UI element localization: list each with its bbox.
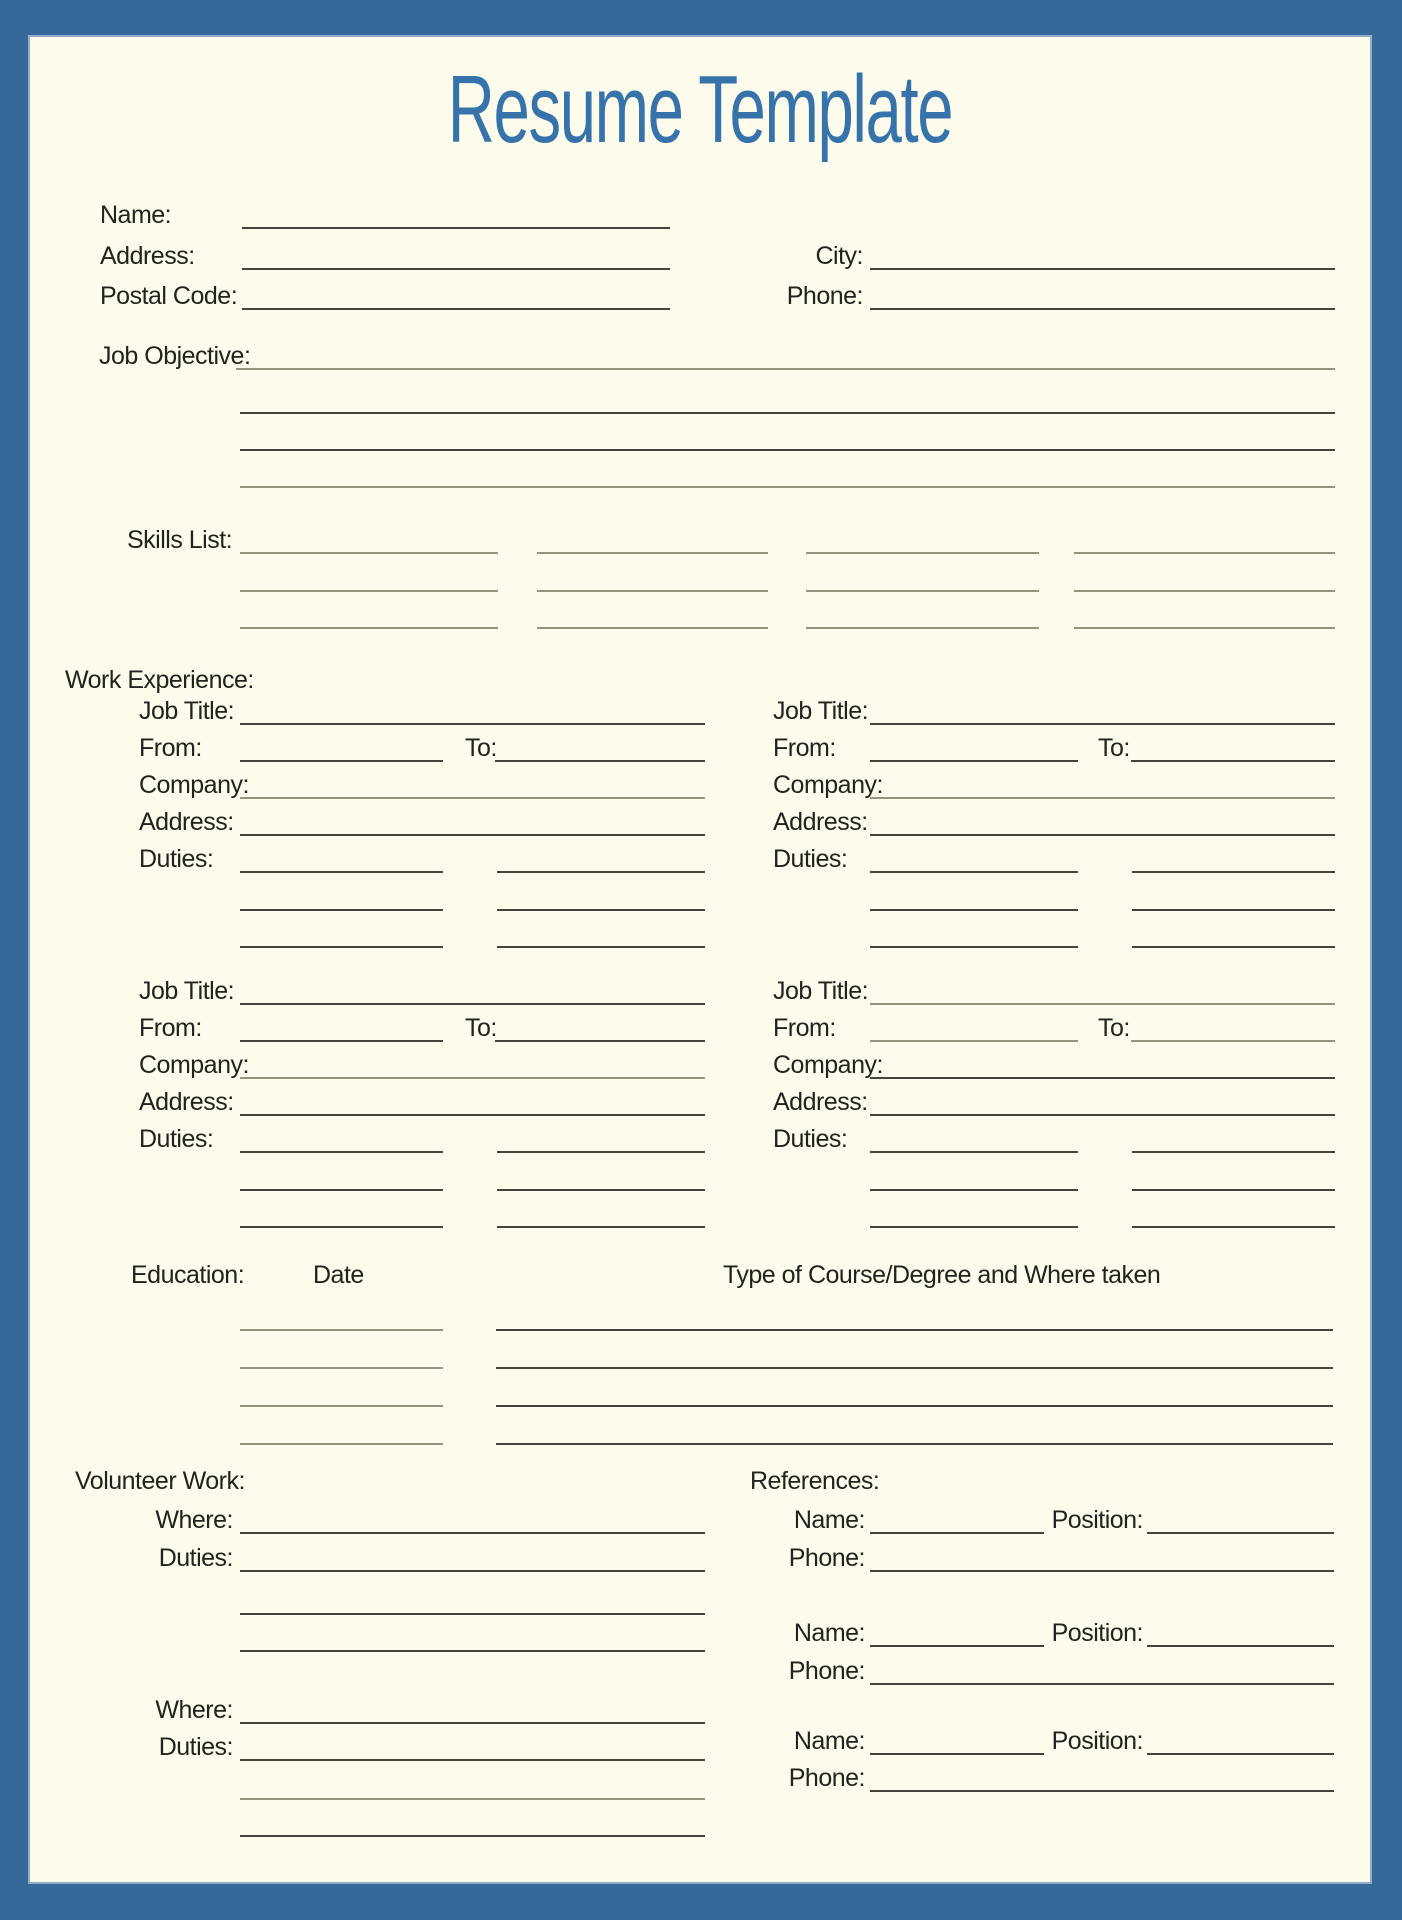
to-label: To: (465, 734, 497, 762)
skills-blank-line (806, 627, 1039, 629)
skills-blank-line (537, 552, 768, 554)
company-label: Company: (773, 771, 883, 799)
postal-code-blank-line (242, 308, 670, 310)
skills-blank-line (240, 590, 498, 592)
volunteer-duties-blank-line (240, 1613, 705, 1615)
address-label: Address: (773, 1088, 868, 1116)
job-objective-label: Job Objective: (99, 342, 251, 370)
duties-blank-line (870, 909, 1078, 911)
address-blank-line (870, 834, 1335, 836)
address-label: Address: (773, 808, 868, 836)
page-background (30, 37, 1370, 1882)
reference-phone-blank-line (870, 1570, 1334, 1572)
to-blank-line (1131, 1040, 1335, 1042)
duties-blank-line (1132, 1226, 1335, 1228)
volunteer-work-heading: Volunteer Work: (75, 1467, 245, 1495)
duties-blank-line (497, 871, 705, 873)
duties-blank-line (240, 1151, 443, 1153)
education-date-blank-line (240, 1405, 443, 1407)
skills-blank-line (537, 627, 768, 629)
duties-blank-line (870, 871, 1078, 873)
education-date-blank-line (240, 1443, 443, 1445)
duties-blank-line (497, 1189, 705, 1191)
education-date-blank-line (240, 1329, 443, 1331)
education-date-blank-line (240, 1367, 443, 1369)
job-title-label: Job Title: (773, 977, 869, 1005)
skills-blank-line (1074, 627, 1335, 629)
volunteer-where-blank-line (240, 1532, 705, 1534)
job-objective-blank-line (236, 368, 1335, 370)
to-label: To: (1098, 1014, 1130, 1042)
reference-phone-blank-line (870, 1790, 1334, 1792)
duties-blank-line (1132, 909, 1335, 911)
from-label: From: (139, 734, 202, 762)
address-blank-line (240, 1114, 705, 1116)
education-course-blank-line (496, 1329, 1333, 1331)
job-title-label: Job Title: (139, 697, 235, 725)
education-course-header: Type of Course/Degree and Where taken (723, 1261, 1161, 1289)
job-title-label: Job Title: (773, 697, 869, 725)
from-blank-line (870, 1040, 1078, 1042)
job-title-blank-line (870, 723, 1335, 725)
duties-blank-line (240, 1226, 443, 1228)
duties-blank-line (1132, 946, 1335, 948)
phone-blank-line (870, 308, 1335, 310)
address-label: Address: (139, 1088, 234, 1116)
reference-phone-blank-line (870, 1683, 1334, 1685)
postal-code-label: Postal Code: (100, 282, 238, 310)
volunteer-where-blank-line (240, 1722, 705, 1724)
volunteer-duties-blank-line (240, 1650, 705, 1652)
duties-blank-line (240, 1189, 443, 1191)
volunteer-duties-blank-line (240, 1759, 705, 1761)
reference-name-label: Name: (793, 1506, 865, 1534)
duties-blank-line (497, 1226, 705, 1228)
skills-blank-line (1074, 552, 1335, 554)
skills-blank-line (240, 552, 498, 554)
address-label: Address: (139, 808, 234, 836)
duties-label: Duties: (139, 1125, 214, 1153)
reference-phone-label: Phone: (788, 1544, 865, 1572)
reference-position-label: Position: (1051, 1619, 1143, 1647)
reference-name-blank-line (870, 1645, 1044, 1647)
reference-phone-label: Phone: (788, 1657, 865, 1685)
address-label: Address: (100, 242, 195, 270)
from-label: From: (139, 1014, 202, 1042)
volunteer-duties-blank-line (240, 1798, 705, 1800)
company-blank-line (240, 797, 705, 799)
references-heading: References: (750, 1467, 880, 1495)
phone-label: Phone: (786, 282, 863, 310)
duties-blank-line (240, 946, 443, 948)
from-blank-line (240, 760, 443, 762)
name-label: Name: (100, 201, 172, 229)
education-heading: Education: (131, 1261, 245, 1289)
duties-blank-line (497, 909, 705, 911)
address-blank-line (240, 834, 705, 836)
reference-position-blank-line (1147, 1753, 1334, 1755)
education-course-blank-line (496, 1443, 1333, 1445)
job-title-blank-line (240, 1003, 705, 1005)
job-objective-blank-line (240, 486, 1335, 488)
reference-position-blank-line (1147, 1645, 1334, 1647)
company-label: Company: (773, 1051, 883, 1079)
address-blank-line (870, 1114, 1335, 1116)
duties-blank-line (240, 909, 443, 911)
to-blank-line (495, 1040, 705, 1042)
education-date-header: Date (313, 1261, 364, 1289)
volunteer-duties-blank-line (240, 1570, 705, 1572)
reference-name-blank-line (870, 1753, 1044, 1755)
skills-blank-line (806, 590, 1039, 592)
duties-label: Duties: (773, 1125, 848, 1153)
company-blank-line (870, 1077, 1335, 1079)
duties-blank-line (870, 1226, 1078, 1228)
from-label: From: (773, 1014, 836, 1042)
volunteer-duties-label: Duties: (158, 1544, 233, 1572)
skills-list-label: Skills List: (127, 526, 233, 554)
duties-blank-line (497, 946, 705, 948)
duties-blank-line (1132, 1189, 1335, 1191)
skills-blank-line (1074, 590, 1335, 592)
page-title-wrap (30, 56, 1370, 163)
reference-name-blank-line (870, 1532, 1044, 1534)
skills-blank-line (806, 552, 1039, 554)
job-objective-blank-line (240, 449, 1335, 451)
page-title: Resume Template (447, 56, 953, 163)
company-label: Company: (139, 1051, 249, 1079)
reference-position-label: Position: (1051, 1506, 1143, 1534)
city-blank-line (870, 268, 1335, 270)
duties-label: Duties: (139, 845, 214, 873)
duties-blank-line (497, 1151, 705, 1153)
volunteer-where-label: Where: (155, 1696, 233, 1724)
duties-blank-line (1132, 1151, 1335, 1153)
skills-blank-line (240, 627, 498, 629)
job-title-label: Job Title: (139, 977, 235, 1005)
reference-phone-label: Phone: (788, 1764, 865, 1792)
duties-blank-line (870, 1189, 1078, 1191)
to-label: To: (1098, 734, 1130, 762)
to-label: To: (465, 1014, 497, 1042)
duties-blank-line (1132, 871, 1335, 873)
job-title-blank-line (240, 723, 705, 725)
company-blank-line (240, 1077, 705, 1079)
job-objective-blank-line (240, 412, 1335, 414)
volunteer-duties-label: Duties: (158, 1733, 233, 1761)
from-blank-line (870, 760, 1078, 762)
volunteer-duties-blank-line (240, 1835, 705, 1837)
to-blank-line (1131, 760, 1335, 762)
city-label: City: (815, 242, 863, 270)
duties-label: Duties: (773, 845, 848, 873)
from-blank-line (240, 1040, 443, 1042)
duties-blank-line (870, 946, 1078, 948)
to-blank-line (495, 760, 705, 762)
education-course-blank-line (496, 1405, 1333, 1407)
reference-position-label: Position: (1051, 1727, 1143, 1755)
reference-position-blank-line (1147, 1532, 1334, 1534)
reference-name-label: Name: (793, 1727, 865, 1755)
reference-name-label: Name: (793, 1619, 865, 1647)
skills-blank-line (537, 590, 768, 592)
duties-blank-line (870, 1151, 1078, 1153)
address-blank-line (242, 268, 670, 270)
from-label: From: (773, 734, 836, 762)
company-label: Company: (139, 771, 249, 799)
education-course-blank-line (496, 1367, 1333, 1369)
job-title-blank-line (870, 1003, 1335, 1005)
company-blank-line (870, 797, 1335, 799)
volunteer-where-label: Where: (155, 1506, 233, 1534)
work-experience-heading: Work Experience: (65, 666, 254, 694)
name-blank-line (242, 227, 670, 229)
duties-blank-line (240, 871, 443, 873)
